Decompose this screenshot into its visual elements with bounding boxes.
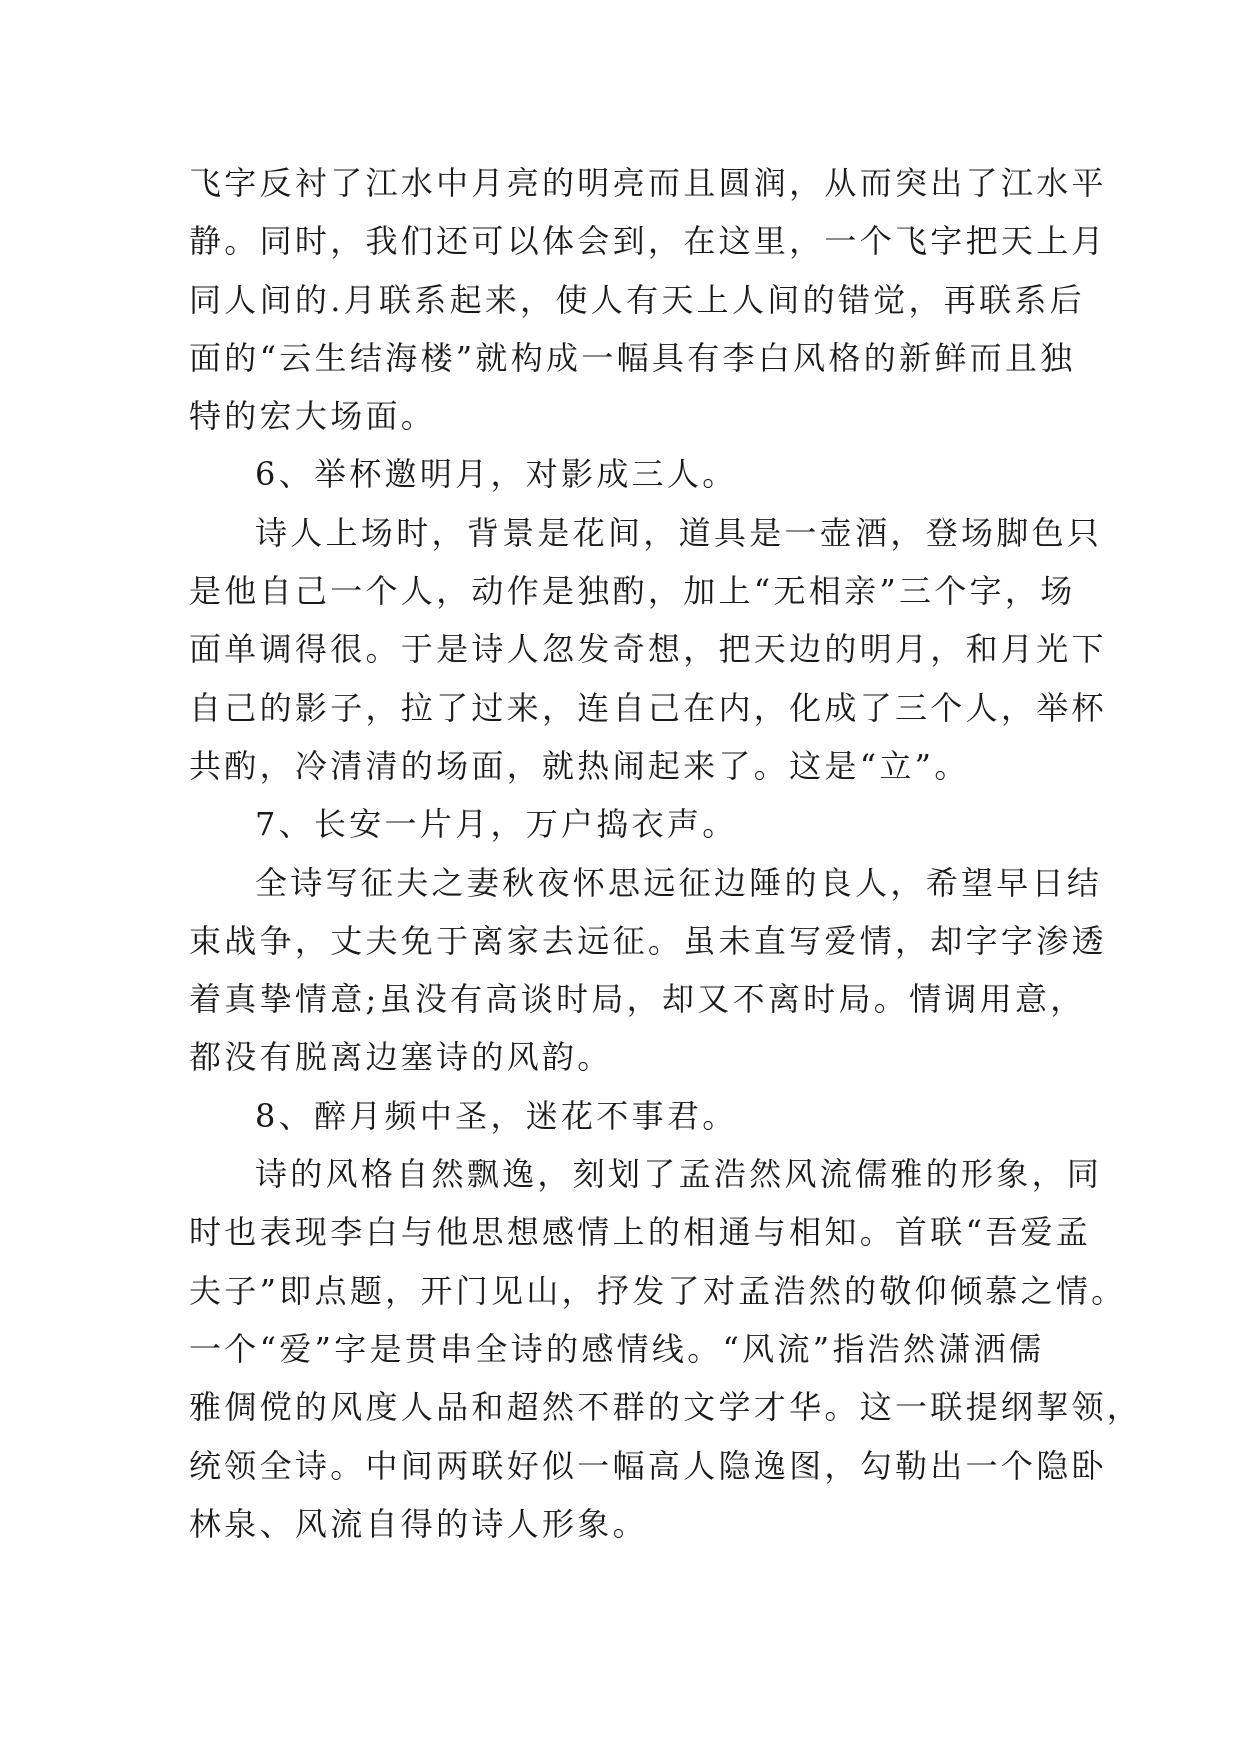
text-line: 同人间的.月联系起来，使人有天上人间的错觉，再联系后	[189, 280, 1085, 319]
text-line: 束战争，丈夫免于离家去远征。虽未直写爱情，却字字渗透	[189, 921, 1107, 960]
paragraph-1	[189, 154, 1107, 445]
text-line: 自己的影子，拉了过来，连自己在内，化成了三个人，举杯	[189, 688, 1107, 727]
text-line: 是他自己一个人，动作是独酌，加上“无相亲”三个字，场	[189, 572, 1076, 611]
paragraph-7	[189, 1145, 1143, 1553]
text-line: 统领全诗。中间两联好似一幅高人隐逸图，勾勒出一个隐卧	[189, 1446, 1107, 1485]
paragraph-3	[189, 504, 1107, 795]
document-body	[189, 154, 1143, 1553]
text-line: 一个“爱”字是贯串全诗的感情线。“风流”指浩然潇洒儒	[189, 1329, 1045, 1368]
text-line: 飞字反衬了江水中月亮的明亮而且圆润，从而突出了江水平	[189, 164, 1107, 202]
text-line: 共酌，冷清清的场面，就热闹起来了。这是“立”。	[189, 746, 970, 785]
text-line: 静。同时，我们还可以体会到，在这里，一个飞字把天上月	[189, 222, 1107, 261]
section-heading-8	[189, 1087, 1049, 1145]
paragraph-5	[189, 854, 1107, 1087]
text-line: 8、醉月频中圣，迷花不事君。	[255, 1096, 738, 1135]
text-line: 面的“云生结海楼”就构成一幅具有李白风格的新鲜而且独	[189, 338, 1076, 377]
text-line: 特的宏大场面。	[189, 397, 437, 436]
text-line: 全诗写征夫之妻秋夜怀思远征边陲的良人，希望早日结	[255, 863, 1103, 902]
text-line: 6、举杯邀明月，对影成三人。	[255, 455, 738, 494]
text-line: 着真挚情意;虽没有高谈时局，却又不离时局。情调用意，	[189, 980, 1086, 1019]
text-line: 林泉、风流自得的诗人形象。	[189, 1504, 648, 1543]
text-line: 诗人上场时，背景是花间，道具是一壶酒，登场脚色只	[255, 513, 1103, 552]
text-line: 7、长安一片月，万户捣衣声。	[255, 805, 738, 844]
text-line: 面单调得很。于是诗人忽发奇想，把天边的明月，和月光下	[189, 630, 1107, 669]
section-heading-6	[189, 445, 1049, 503]
text-line: 时也表现李白与他思想感情上的相通与相知。首联“吾爱孟	[189, 1213, 1092, 1252]
text-line: 夫子”即点题，开门见山，抒发了对孟浩然的敬仰倾慕之情。	[189, 1271, 1127, 1310]
text-line: 雅倜傥的风度人品和超然不群的文学才华。这一联提纲挈领，	[189, 1388, 1143, 1427]
text-line: 诗的风格自然飘逸，刻划了孟浩然风流儒雅的形象，同	[255, 1155, 1103, 1194]
text-line: 都没有脱离边塞诗的风韵。	[189, 1038, 613, 1077]
section-heading-7	[189, 795, 1049, 853]
